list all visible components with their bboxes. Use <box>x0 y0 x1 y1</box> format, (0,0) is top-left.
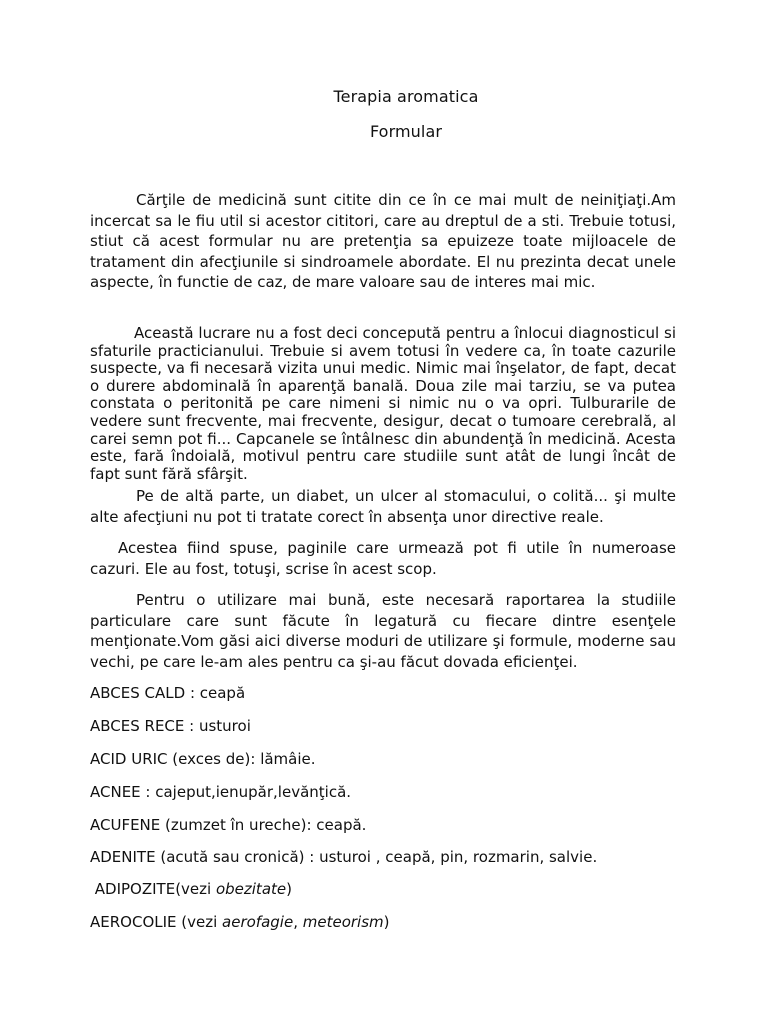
document-subtitle: Formular <box>369 122 443 141</box>
paragraph-4-text: Acestea fiind spuse, paginile care urmează pot fi utile în numeroase cazuri. Ele au fost, totuşi, scrise în acest scop. <box>90 539 676 578</box>
entry-aerocolie-pre: AEROCOLIE (vezi <box>90 913 223 931</box>
entry-adenite: ADENITE (acută sau cronică) : usturoi , ceapă, pin, rozmarin, salvie. <box>90 848 598 866</box>
entry-adipozite <box>90 880 292 898</box>
paragraph-5 <box>90 590 676 672</box>
paragraph-5-text: Pentru o utilizare mai bună, este necesară raportarea la studiile particulare care sunt făcute în legatură cu fiecare dintre esenţele menţionate.Vom găsi aici diverse moduri de utilizare şi formule, moderne sau vechi, pe care le-am ales pentru ca şi-au făcut dovada eficienţei. <box>90 591 676 671</box>
entry-abces-cald: ABCES CALD : ceapă <box>90 684 246 702</box>
entry-acnee: ACNEE : cajeput,ienupăr,levănţică. <box>90 783 352 801</box>
entry-aerocolie-ref-2: meteorism <box>302 913 384 931</box>
entry-adipozite-post: ) <box>286 880 292 898</box>
entry-adipozite-ref: obezitate <box>215 880 287 898</box>
paragraph-3-text: Pe de altă parte, un diabet, un ulcer al stomacului, o colită... şi multe alte afecţiuni nu pot ti tratate corect în absenţa unor directive reale. <box>90 487 676 526</box>
entry-aerocolie-mid: , <box>293 913 303 931</box>
entry-aerocolie-post: ) <box>383 913 390 931</box>
paragraph-2-text: Această lucrare nu a fost deci concepută pentru a înlocui diagnosticul si sfaturile practicianului. Trebuie si avem totusi în vedere ca, în toate cazurile suspecte, va fi necesară vizita unui medic. Nimic mai înşelator, de fapt, decat o durere abdominală în aparenţă banală. Doua zile mai tarziu, se va putea constata o peritonită pe care nimeni si nimic nu o va opri. Tulburarile de vedere sunt frecvente, mai frecvente, desigur, decat o tumoare cerebrală, al carei semn pot fi... Capcanele se întâlnesc din abundenţă în medicină. Acesta este, fară îndoială, motivul pentru care studiile sunt atât de lungi încât de fapt sunt fără sfârşit. <box>90 324 676 483</box>
entry-acufene: ACUFENE (zumzet în ureche): ceapă. <box>90 816 367 834</box>
entry-aerocolie <box>90 913 390 931</box>
entry-adipozite-pre: ADIPOZITE(vezi <box>90 880 216 898</box>
entry-abces-rece: ABCES RECE : usturoi <box>90 717 251 735</box>
paragraph-4 <box>90 538 676 579</box>
paragraph-1 <box>90 190 676 293</box>
paragraph-2 <box>90 325 676 483</box>
entry-aerocolie-ref-1: aerofagie <box>222 913 294 931</box>
document-title: Terapia aromatica <box>333 87 479 106</box>
paragraph-1-text: Cărţile de medicină sunt citite din ce în ce mai mult de neiniţiaţi.Am incercat sa le fiu util si acestor cititori, care au dreptul de a sti. Trebuie totusi, stiut că acest formular nu are pretenţia sa epuizeze toate mijloacele de tratament din afecţiunile si sindroamele abordate. El nu prezinta decat unele aspecte, în functie de caz, de mare valoare sau de interes mai mic. <box>90 191 676 291</box>
paragraph-3 <box>90 486 676 527</box>
entry-acid-uric: ACID URIC (exces de): lămâie. <box>90 750 316 768</box>
